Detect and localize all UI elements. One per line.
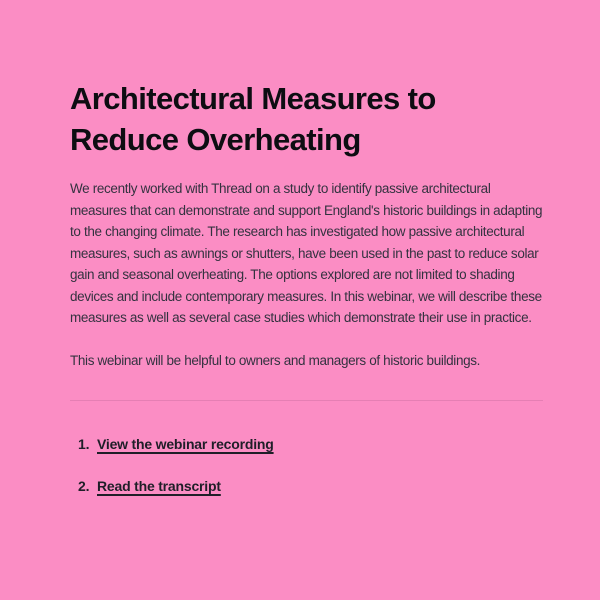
list-number: 2.: [78, 478, 90, 494]
audience-paragraph: This webinar will be helpful to owners and managers of historic buildings.: [70, 352, 481, 368]
list-number: 1.: [78, 436, 90, 452]
webinar-recording-link[interactable]: View the webinar recording: [97, 436, 274, 452]
transcript-link[interactable]: Read the transcript: [97, 478, 221, 494]
page-title: Architectural Measures to Reduce Overheating: [70, 81, 436, 157]
list-item: [78, 476, 543, 497]
divider: [70, 400, 543, 401]
resource-list: [70, 434, 543, 497]
list-item: [78, 434, 543, 455]
intro-paragraph: We recently worked with Thread on a study to identify passive architectural measures that can demonstrate and support England's historic buildings in adapting to the changing climate. The research has investigated how passive architectural measures, such as awnings or shutters, have been used in the past to reduce solar gain and seasonal overheating. The options explored are not limited to shading devices and include contemporary measures. In this webinar, we will describe these measures as well as several case studies which demonstrate their use in practice.: [70, 181, 543, 325]
